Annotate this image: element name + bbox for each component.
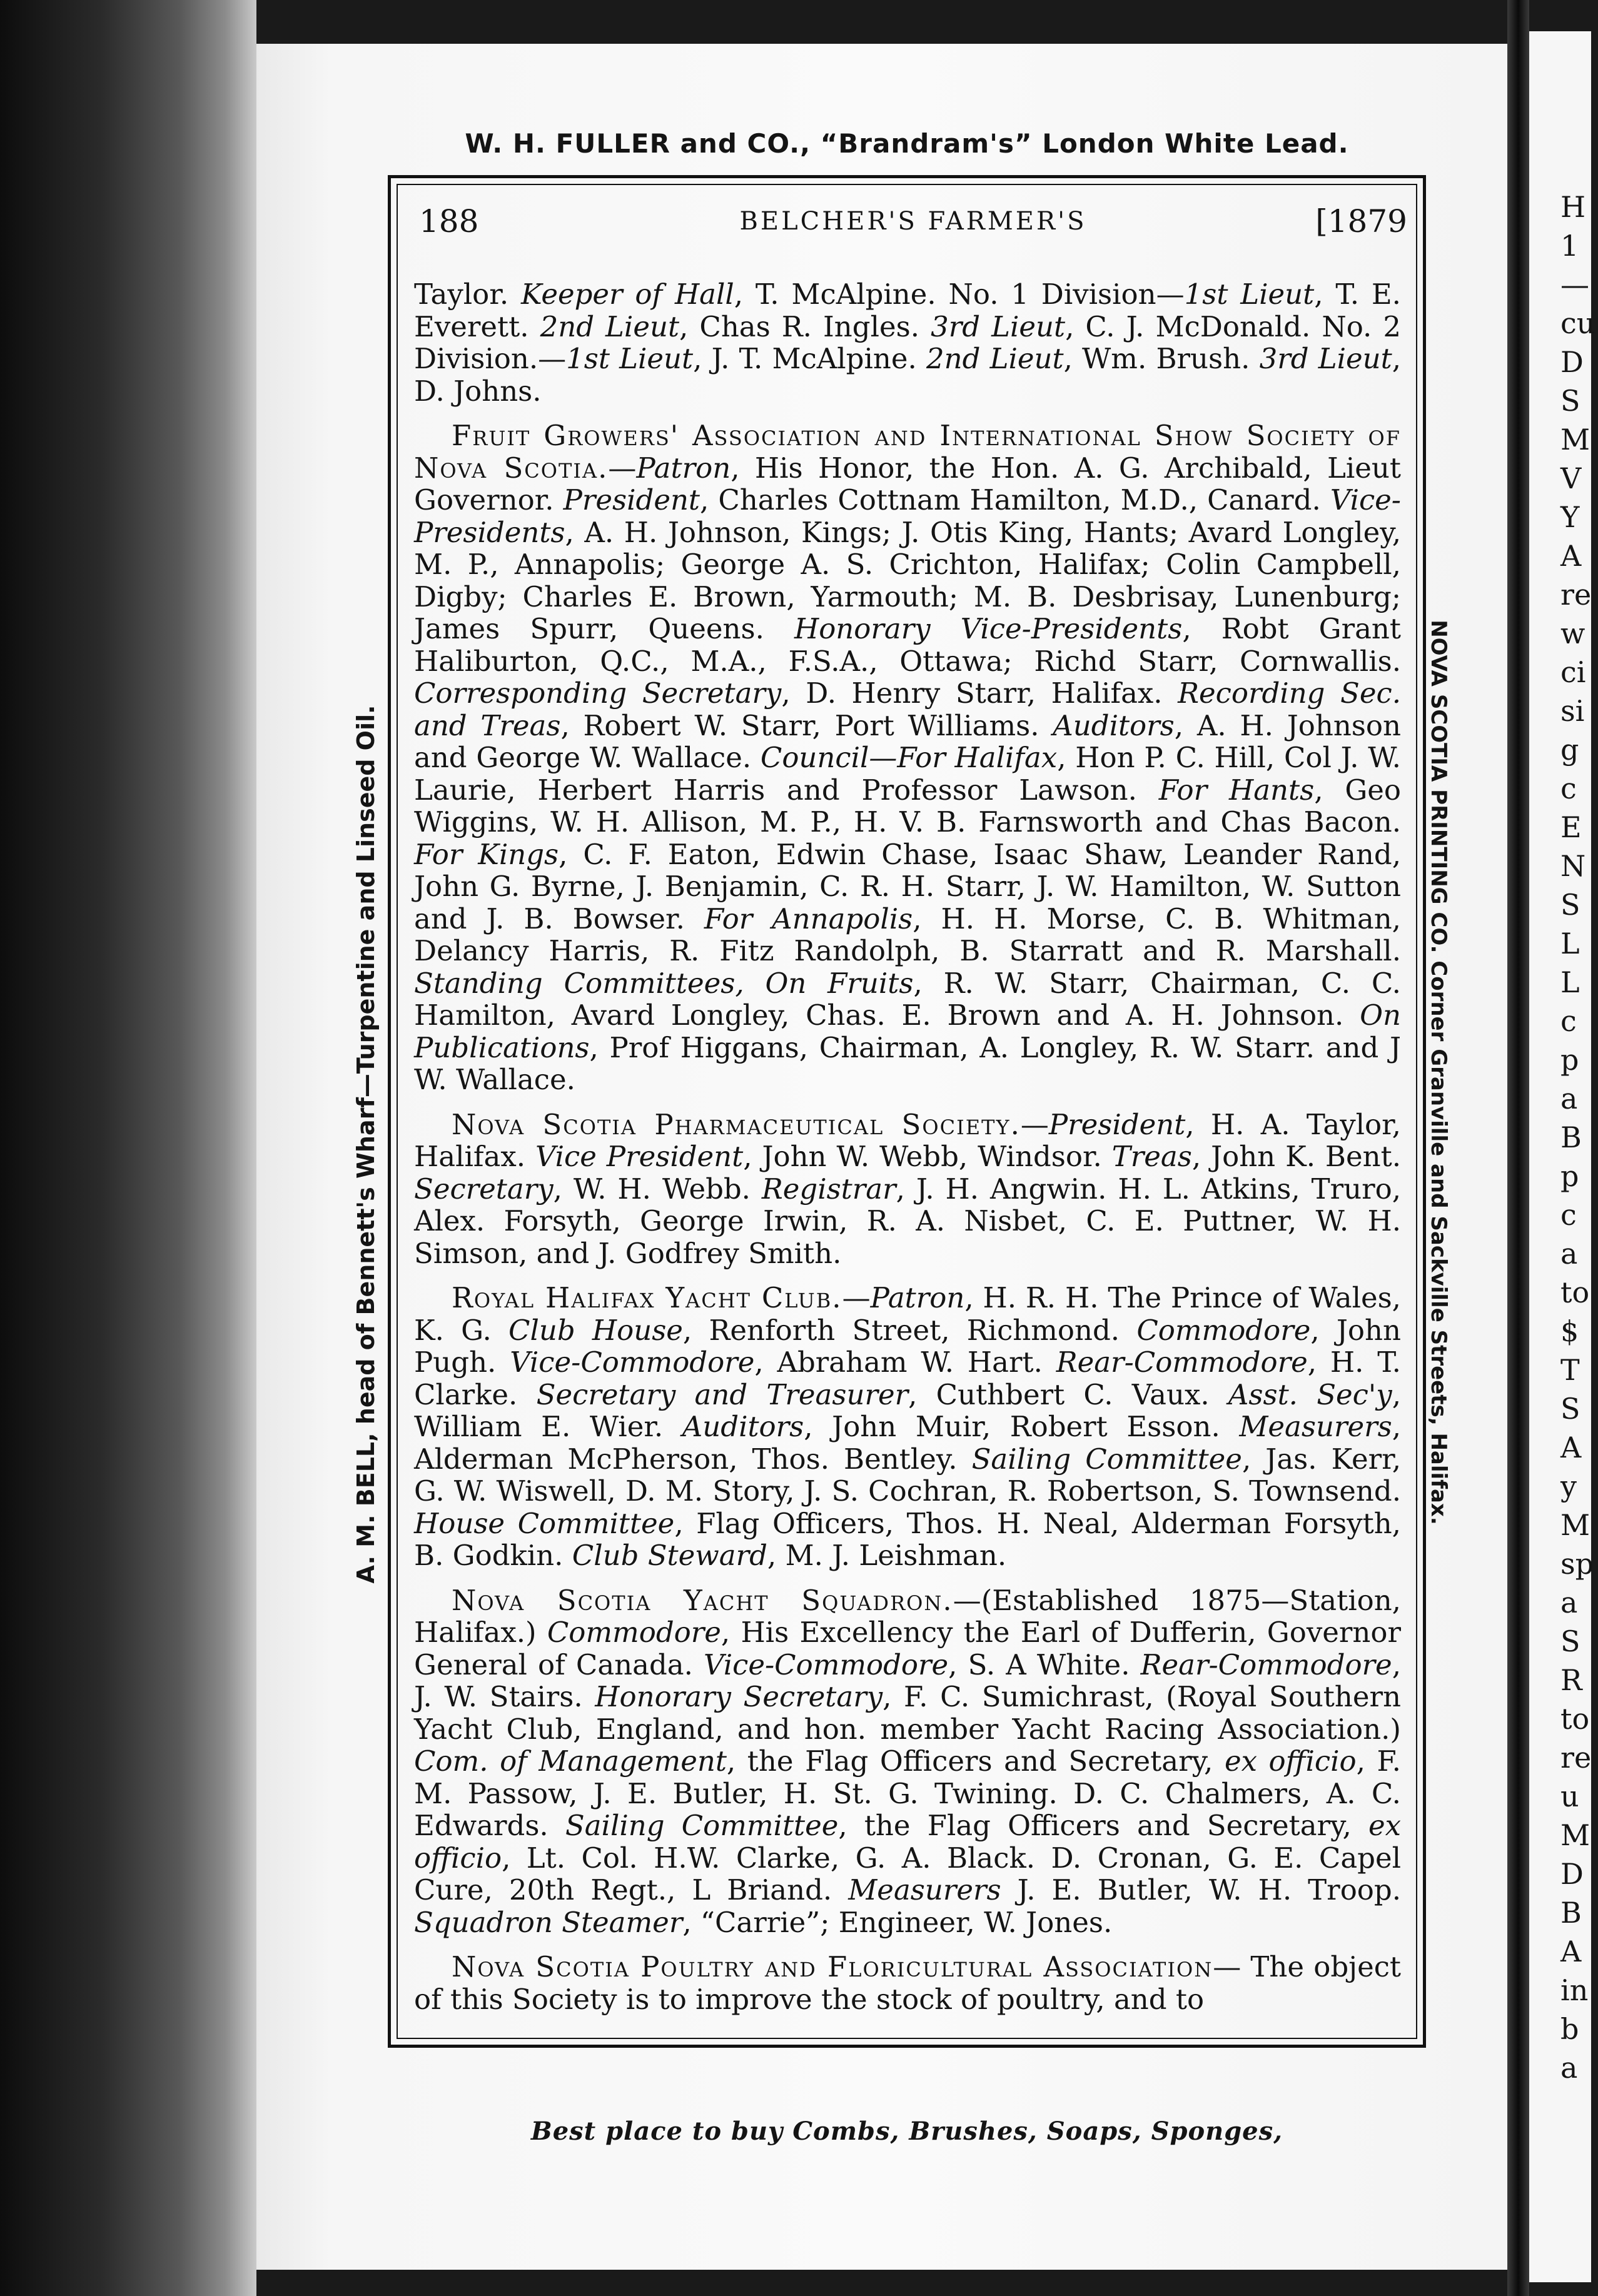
adjacent-page-fragment: V bbox=[1560, 461, 1582, 495]
adjacent-page-fragment: c bbox=[1560, 1004, 1577, 1038]
page-number: 188 bbox=[419, 203, 479, 239]
adjacent-page-text-fragments bbox=[1560, 188, 1598, 2087]
adjacent-page-fragment: 1 bbox=[1560, 229, 1579, 263]
adjacent-page-fragment: a bbox=[1560, 1586, 1578, 1619]
adjacent-page-fragment: S bbox=[1560, 1624, 1580, 1658]
adjacent-page-fragment: g bbox=[1560, 733, 1579, 767]
society-name: Nova Scotia Pharmaceutical Society. bbox=[452, 1107, 1021, 1141]
society-name: Royal Halifax Yacht Club. bbox=[452, 1281, 842, 1314]
adjacent-page-fragment: b bbox=[1560, 2012, 1579, 2046]
adjacent-page-fragment: L bbox=[1560, 965, 1580, 999]
adjacent-page-fragment: M bbox=[1560, 1508, 1590, 1542]
book-binding bbox=[0, 0, 256, 2296]
adjacent-page-fragment: S bbox=[1560, 384, 1580, 418]
paragraph-nova-scotia-yacht-squadron: Nova Scotia Yacht Squadron.—(Established 1875—Station, Halifax.) Commodore, His Excellency the Earl of Dufferin, Governor General of Canada. Vice-Commodore, S. A White. Rear-Commodore, J. W. Stairs. Honorary Secretary, F. C. Sumichrast, (Royal Southern Yacht Club, England, and hon. member Yacht Racing Association.) Com. of Management, the Flag Officers and Secretary, ex officio, F. M. Passow, J. E. Butler, H. St. G. Twining. D. C. Chalmers, A. C. Edwards. Sailing Committee, the Flag Officers and Secretary, ex officio, Lt. Col. H.W. Clarke, G. A. Black. D. Cronan, G. E. Capel Cure, 20th Regt., L Briand. Measurers J. E. Butler, W. H. Troop. Squadron Steamer, “Carrie”; Engineer, W. Jones. bbox=[414, 1583, 1401, 1939]
adjacent-page-fragment: L bbox=[1560, 927, 1580, 960]
adjacent-page-fragment: to bbox=[1560, 1702, 1590, 1736]
page-body bbox=[414, 278, 1401, 2028]
adjacent-page-fragment: D bbox=[1560, 345, 1584, 379]
adjacent-page-fragment: N bbox=[1560, 849, 1586, 883]
adjacent-page-fragment: in bbox=[1560, 1973, 1589, 2007]
adjacent-page-fragment: a bbox=[1560, 1082, 1578, 1115]
page-header bbox=[419, 203, 1407, 247]
year-bracket: [1879 bbox=[1315, 203, 1407, 239]
society-name: Fruit Growers' Association and International Show Society of Nova Scotia. bbox=[414, 419, 1401, 485]
paragraph-division-officers: Taylor. Keeper of Hall, T. McAlpine. No. 1 Division—1st Lieut, T. E. Everett. 2nd Lieut, Chas R. Ingles. 3rd Lieut, C. J. McDonald. No. 2 Division.—1st Lieut, J. T. McAlpine. 2nd Lieut, Wm. Brush. 3rd Lieut, D. Johns. bbox=[414, 278, 1402, 408]
right-margin-advertisement: NOVA SCOTIA PRINTING CO. Corner Granville and Sackville Streets, Halifax. bbox=[1426, 620, 1451, 1525]
bottom-advertisement: Best place to buy Combs, Brushes, Soaps, Sponges, bbox=[530, 2117, 1283, 2146]
adjacent-page-fragment: H bbox=[1560, 190, 1586, 224]
paragraph-royal-halifax-yacht-club: Royal Halifax Yacht Club.—Patron, H. R. H. The Prince of Wales, K. G. Club House, Renforth Street, Richmond. Commodore, John Pugh. Vice-Commodore, Abraham W. Hart. Rear-Commodore, H. T. Clarke. Secretary and Treasurer, Cuthbert C. Vaux. Asst. Sec'y, William E. Wier. Auditors, John Muir, Robert Esson. Measurers, Alderman McPherson, Thos. Bentley. Sailing Committee, Jas. Kerr, G. W. Wiswell, D. M. Story, J. S. Cochran, R. Robertson, S. Townsend. House Committee, Flag Officers, Thos. H. Neal, Alderman Forsyth, B. Godkin. Club Steward, M. J. Leishman. bbox=[414, 1281, 1401, 1572]
adjacent-page-fragment: y bbox=[1560, 1469, 1577, 1503]
adjacent-page-fragment: B bbox=[1560, 1120, 1582, 1154]
paragraph-pharmaceutical-society: Nova Scotia Pharmaceutical Society.—President, H. A. Taylor, Halifax. Vice President, John W. Webb, Windsor. Treas, John K. Bent. Secretary, W. H. Webb. Registrar, J. H. Angwin. H. L. Atkins, Truro, Alex. Forsyth, George Irwin, R. A. Nisbet, C. E. Puttner, W. H. Simson, and J. Godfrey Smith. bbox=[414, 1107, 1401, 1270]
adjacent-page-fragment: S bbox=[1560, 1392, 1580, 1426]
adjacent-page-fragment: $ bbox=[1560, 1314, 1579, 1348]
adjacent-page-fragment: S bbox=[1560, 888, 1580, 922]
paragraph-poultry-association: Nova Scotia Poultry and Floricultural Association— The object of this Society is to improve the stock of poultry, and to bbox=[414, 1950, 1401, 2016]
adjacent-page-fragment: sp bbox=[1560, 1547, 1594, 1581]
left-margin-advertisement: A. M. BELL, head of Bennett's Wharf—Turpentine and Linseed Oil. bbox=[352, 705, 380, 1584]
adjacent-page-fragment: a bbox=[1560, 2051, 1578, 2085]
society-name: Nova Scotia Yacht Squadron. bbox=[452, 1583, 953, 1617]
adjacent-page-fragment: p bbox=[1560, 1159, 1579, 1193]
adjacent-page-fragment: A bbox=[1560, 1935, 1582, 1968]
adjacent-page-fragment: D bbox=[1560, 1857, 1584, 1891]
adjacent-page-fragment: T bbox=[1560, 1353, 1580, 1387]
adjacent-page-fragment: c bbox=[1560, 1198, 1577, 1232]
top-advertisement: W. H. FULLER and CO., “Brandram's” London White Lead. bbox=[465, 128, 1349, 159]
adjacent-page-fragment: Y bbox=[1560, 500, 1580, 534]
adjacent-page-fragment: si bbox=[1560, 694, 1585, 728]
adjacent-page-fragment: w bbox=[1560, 617, 1585, 650]
adjacent-page-fragment: — bbox=[1560, 268, 1589, 301]
adjacent-page-fragment: E bbox=[1560, 810, 1582, 844]
adjacent-page-fragment: to bbox=[1560, 1276, 1590, 1309]
adjacent-page-fragment: M bbox=[1560, 1818, 1590, 1852]
adjacent-page-fragment: re bbox=[1560, 578, 1592, 612]
adjacent-page-fragment: cu bbox=[1560, 306, 1595, 340]
adjacent-page-fragment: R bbox=[1560, 1663, 1582, 1697]
adjacent-page-fragment: M bbox=[1560, 423, 1590, 456]
adjacent-page-fragment: A bbox=[1560, 539, 1582, 573]
page-gutter bbox=[1507, 0, 1529, 2296]
running-title: BELCHER'S FARMER'S bbox=[739, 207, 1087, 236]
adjacent-page-fragment: u bbox=[1560, 1780, 1579, 1813]
adjacent-page-fragment: a bbox=[1560, 1237, 1578, 1271]
society-name: Nova Scotia Poultry and Floricultural Association bbox=[452, 1950, 1213, 1983]
adjacent-page-fragment: B bbox=[1560, 1896, 1582, 1930]
adjacent-page-fragment: c bbox=[1560, 772, 1577, 805]
adjacent-page-fragment: re bbox=[1560, 1741, 1592, 1775]
adjacent-page-fragment: A bbox=[1560, 1431, 1582, 1464]
paragraph-fruit-growers: Fruit Growers' Association and International Show Society of Nova Scotia.—Patron, His Honor, the Hon. A. G. Archibald, Lieut Governor. President, Charles Cottnam Hamilton, M.D., Canard. Vice-Presidents, A. H. Johnson, Kings; J. Otis King, Hants; Avard Longley, M. P., Annapolis; George A. S. Crichton, Halifax; Colin Campbell, Digby; Charles E. Brown, Yarmouth; M. B. Desbrisay, Lunenburg; James Spurr, Queens. Honorary Vice-Presidents, Robt Grant Haliburton, Q.C., M.A., F.S.A., Ottawa; Richd Starr, Cornwallis. Corresponding Secretary, D. Henry Starr, Halifax. Recording Sec. and Treas, Robert W. Starr, Port Williams. Auditors, A. H. Johnson and George W. Wallace. Council—For Halifax, Hon P. C. Hill, Col J. W. Laurie, Herbert Harris and Professor Lawson. For Hants, Geo Wiggins, W. H. Allison, M. P., H. V. B. Farnsworth and Chas Bacon. For Kings, C. F. Eaton, Edwin Chase, Isaac Shaw, Leander Rand, John G. Byrne, J. Benjamin, C. R. H. Starr, J. W. Hamilton, W. Sutton and J. B. Bowser. For Annapolis, H. H. Morse, C. B. Whitman, Delancy Harris, R. Fitz Randolph, B. Starratt and R. Marshall. Standing Committees, On Fruits, R. W. Starr, Chairman, C. C. Hamilton, Avard Longley, Chas. E. Brown and A. H. Johnson. On Publications, Prof Higgans, Chairman, A. Longley, R. W. Starr. and J W. Wallace. bbox=[414, 419, 1402, 1096]
adjacent-page-fragment: ci bbox=[1560, 655, 1586, 689]
adjacent-page-fragment: p bbox=[1560, 1043, 1579, 1077]
